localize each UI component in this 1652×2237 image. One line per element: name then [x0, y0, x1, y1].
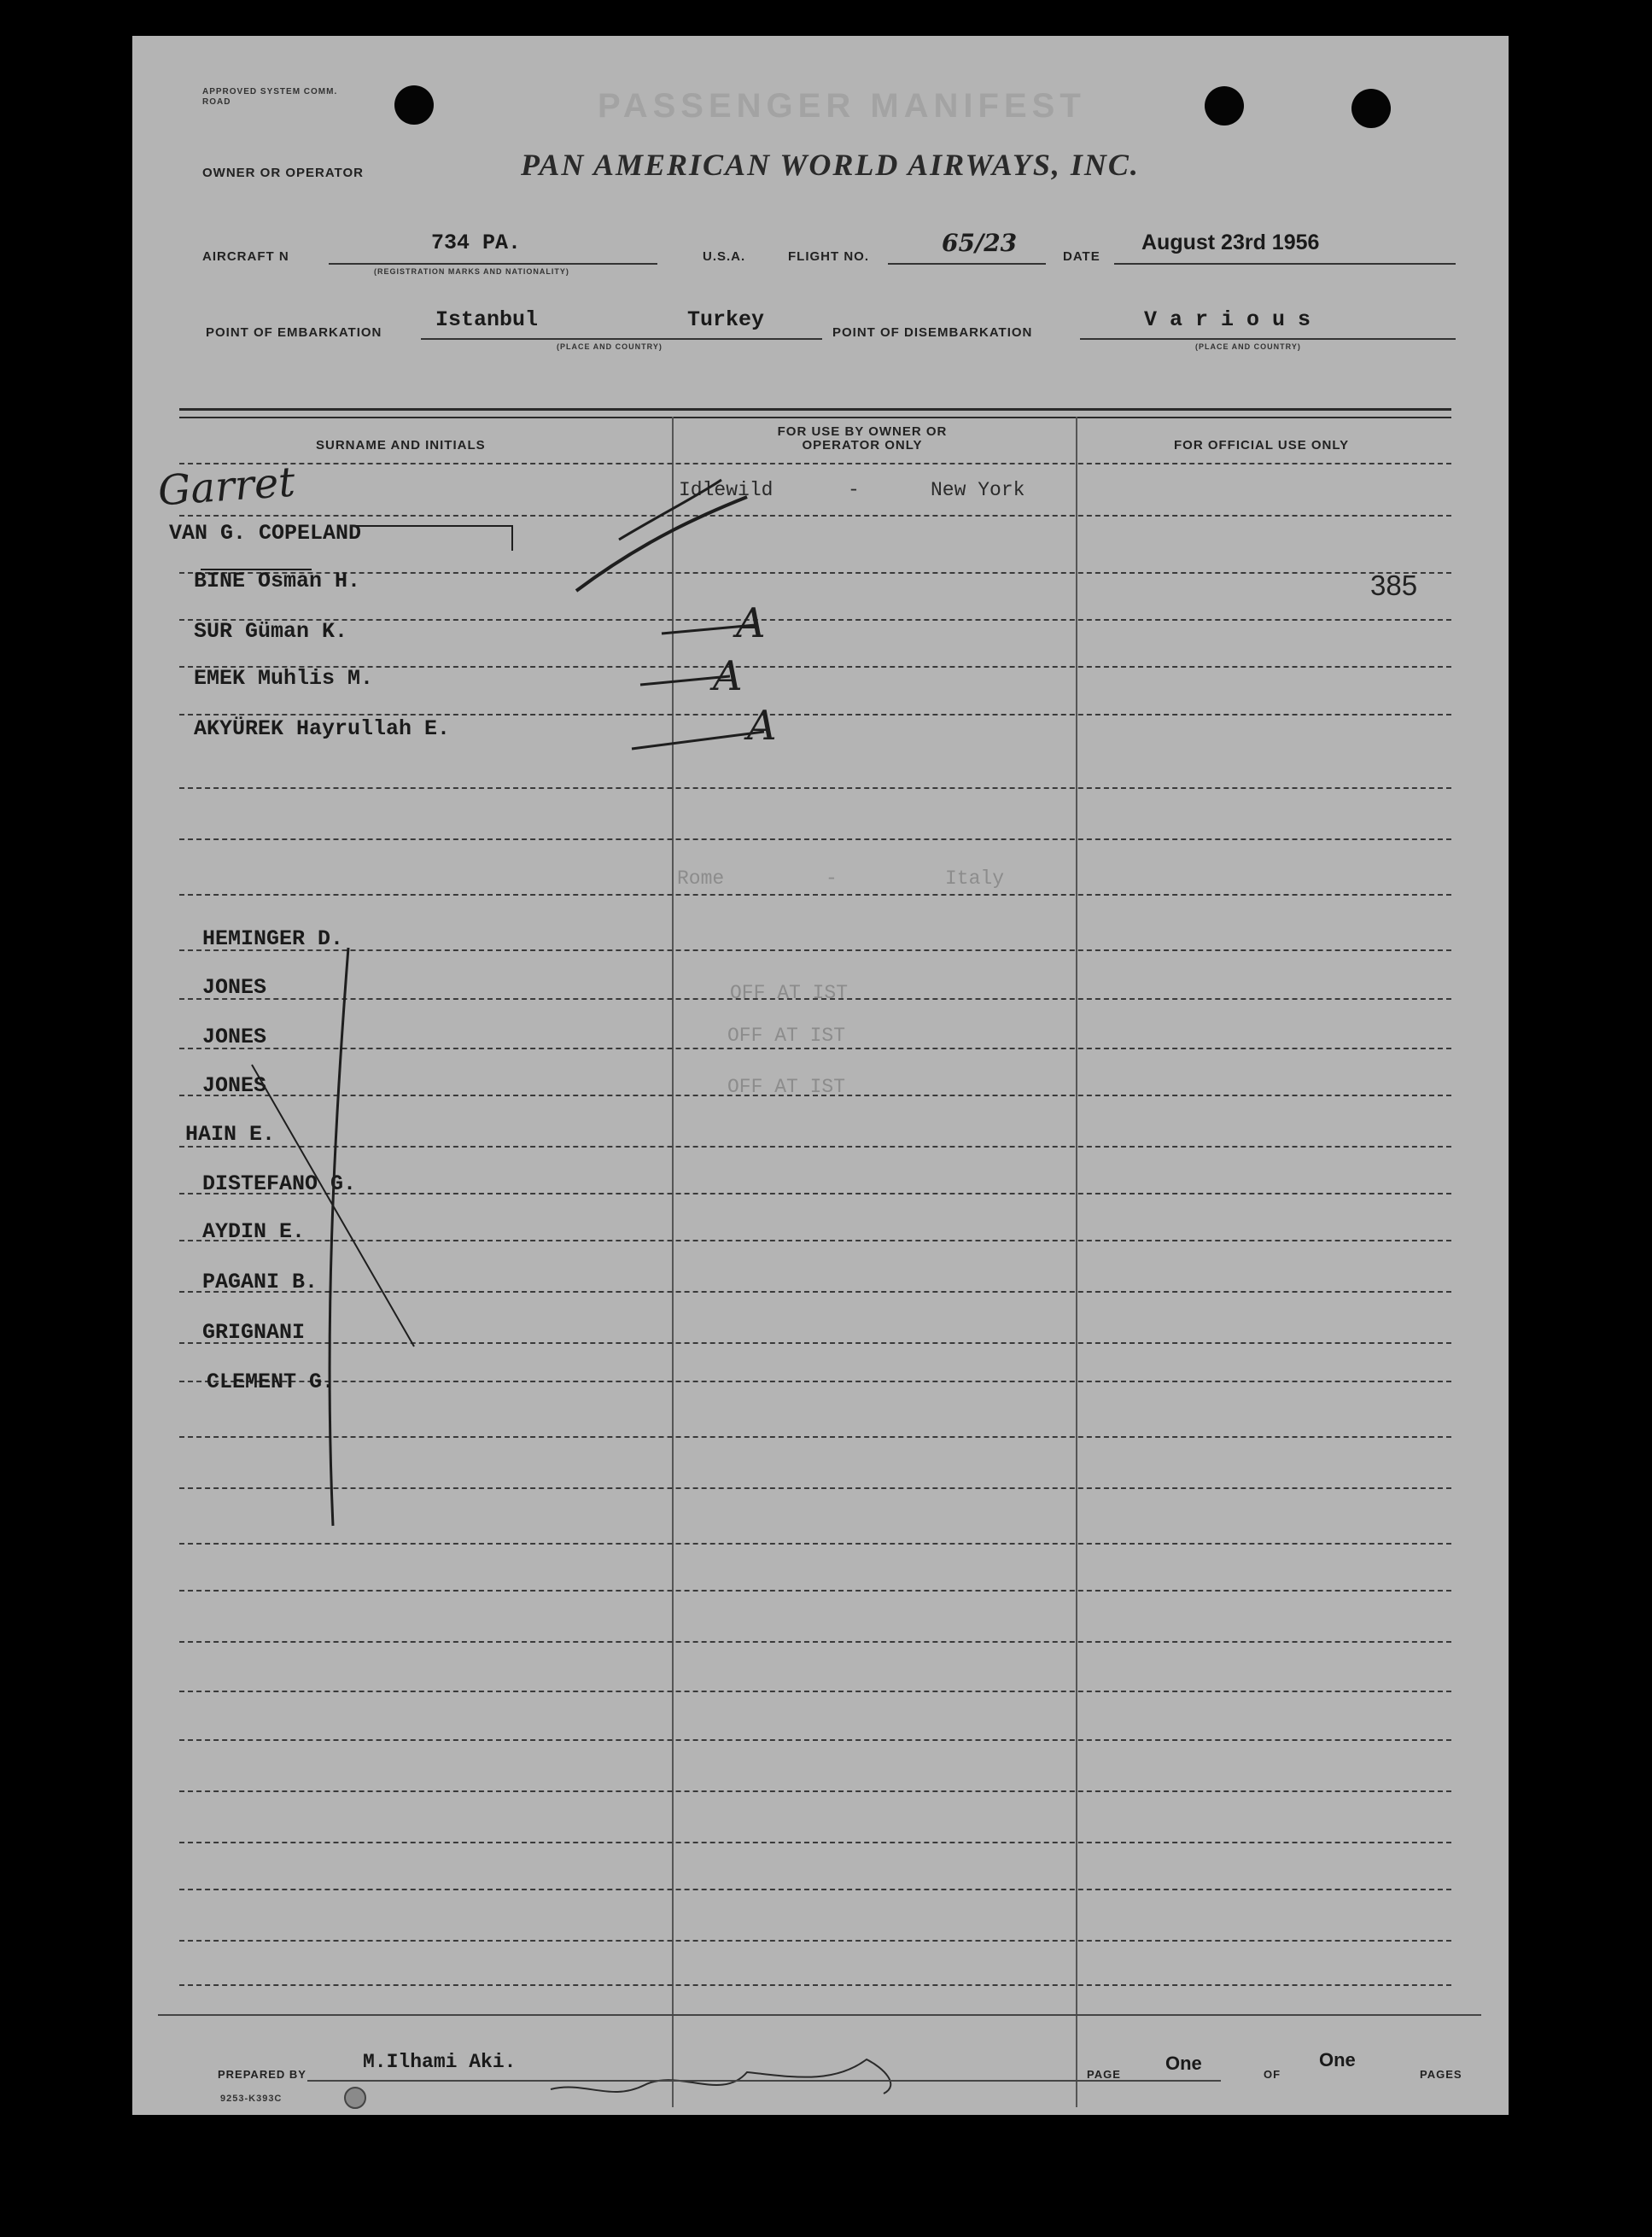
passenger-row: DISTEFANO G. — [202, 1171, 357, 1196]
manifest-paper — [132, 36, 1509, 2115]
prepared-label: PREPARED BY — [218, 2068, 306, 2081]
date-label: DATE — [1063, 249, 1100, 264]
col-header-official: FOR OFFICIAL USE ONLY — [1174, 438, 1350, 453]
passenger-row: HAIN E. — [185, 1122, 276, 1147]
passenger-row: HEMINGER D. — [202, 926, 344, 951]
embarkation-city: Istanbul — [435, 307, 539, 332]
passenger-row: AKYÜREK Hayrullah E. — [194, 716, 451, 741]
page-value: One — [1165, 2053, 1202, 2074]
embarkation-label: POINT OF EMBARKATION — [206, 325, 382, 340]
off-at-ist-2: OFF AT IST — [727, 1025, 846, 1047]
col-header-surname: SURNAME AND INITIALS — [316, 438, 486, 453]
date-value: August 23rd 1956 — [1141, 231, 1320, 254]
off-at-ist-1: OFF AT IST — [730, 982, 849, 1004]
page-label: PAGE — [1087, 2068, 1121, 2081]
col-header-owner-use: FOR USE BY OWNER OR OPERATOR ONLY — [777, 424, 948, 453]
handwritten-garret: Garret — [156, 458, 297, 516]
handwritten-marks — [132, 36, 1509, 2115]
passenger-row: EMEK Muhlis M. — [194, 666, 374, 691]
hand-a-3: A — [747, 702, 777, 750]
passenger-row: VAN G. COPELAND — [169, 521, 362, 546]
passenger-row: PAGANI B. — [202, 1270, 318, 1294]
off-at-ist-3: OFF AT IST — [727, 1076, 846, 1098]
embarkation-country: Turkey — [687, 307, 765, 332]
embark-place-note: (PLACE AND COUNTRY) — [557, 342, 663, 351]
dest-1-city: Idlewild — [679, 479, 773, 501]
aircraft-label: AIRCRAFT N — [202, 249, 289, 264]
registration-note: (REGISTRATION MARKS AND NATIONALITY) — [374, 267, 569, 276]
manifest-title: PASSENGER MANIFEST — [598, 87, 1086, 125]
passenger-row: GRIGNANI — [202, 1320, 306, 1345]
aircraft-value: 734 PA. — [431, 231, 522, 255]
flight-label: FLIGHT NO. — [788, 249, 869, 264]
disembark-place-note: (PLACE AND COUNTRY) — [1195, 342, 1301, 351]
dest-2-dash: - — [826, 867, 838, 890]
passenger-row: BINE Osman H. — [194, 569, 361, 593]
owner-label: OWNER OR OPERATOR — [202, 166, 364, 180]
form-code: 9253-K393C — [220, 2094, 283, 2104]
disembarkation-value: V a r i o u s — [1144, 307, 1311, 332]
form-approval-stamp: APPROVED SYSTEM COMM. ROAD — [202, 87, 338, 107]
dest-1-dash: - — [848, 479, 860, 501]
disembarkation-label: POINT OF DISEMBARKATION — [832, 325, 1033, 340]
hand-a-2: A — [713, 652, 743, 700]
dest-1-place: New York — [931, 479, 1025, 501]
hand-a-1: A — [736, 599, 766, 647]
passenger-row: JONES — [202, 975, 267, 1000]
passenger-row: CLEMENT G. — [207, 1370, 336, 1394]
passenger-row: JONES — [202, 1073, 267, 1098]
pages-label: PAGES — [1420, 2068, 1462, 2081]
owner-value: PAN AMERICAN WORLD AIRWAYS, INC. — [521, 148, 1140, 182]
official-number: 385 — [1370, 569, 1418, 601]
seal-icon — [344, 2087, 366, 2109]
dest-2-place: Italy — [945, 867, 1005, 890]
of-label: OF — [1264, 2068, 1281, 2081]
passenger-row: AYDIN E. — [202, 1219, 306, 1244]
usa-label: U.S.A. — [703, 249, 746, 264]
passenger-row: JONES — [202, 1025, 267, 1049]
of-value: One — [1319, 2049, 1356, 2071]
passenger-row: SUR Güman K. — [194, 619, 348, 644]
dest-2-city: Rome — [677, 867, 725, 890]
prepared-value: M.Ilhami Aki. — [363, 2051, 517, 2073]
flight-value: 65/23 — [942, 229, 1018, 257]
